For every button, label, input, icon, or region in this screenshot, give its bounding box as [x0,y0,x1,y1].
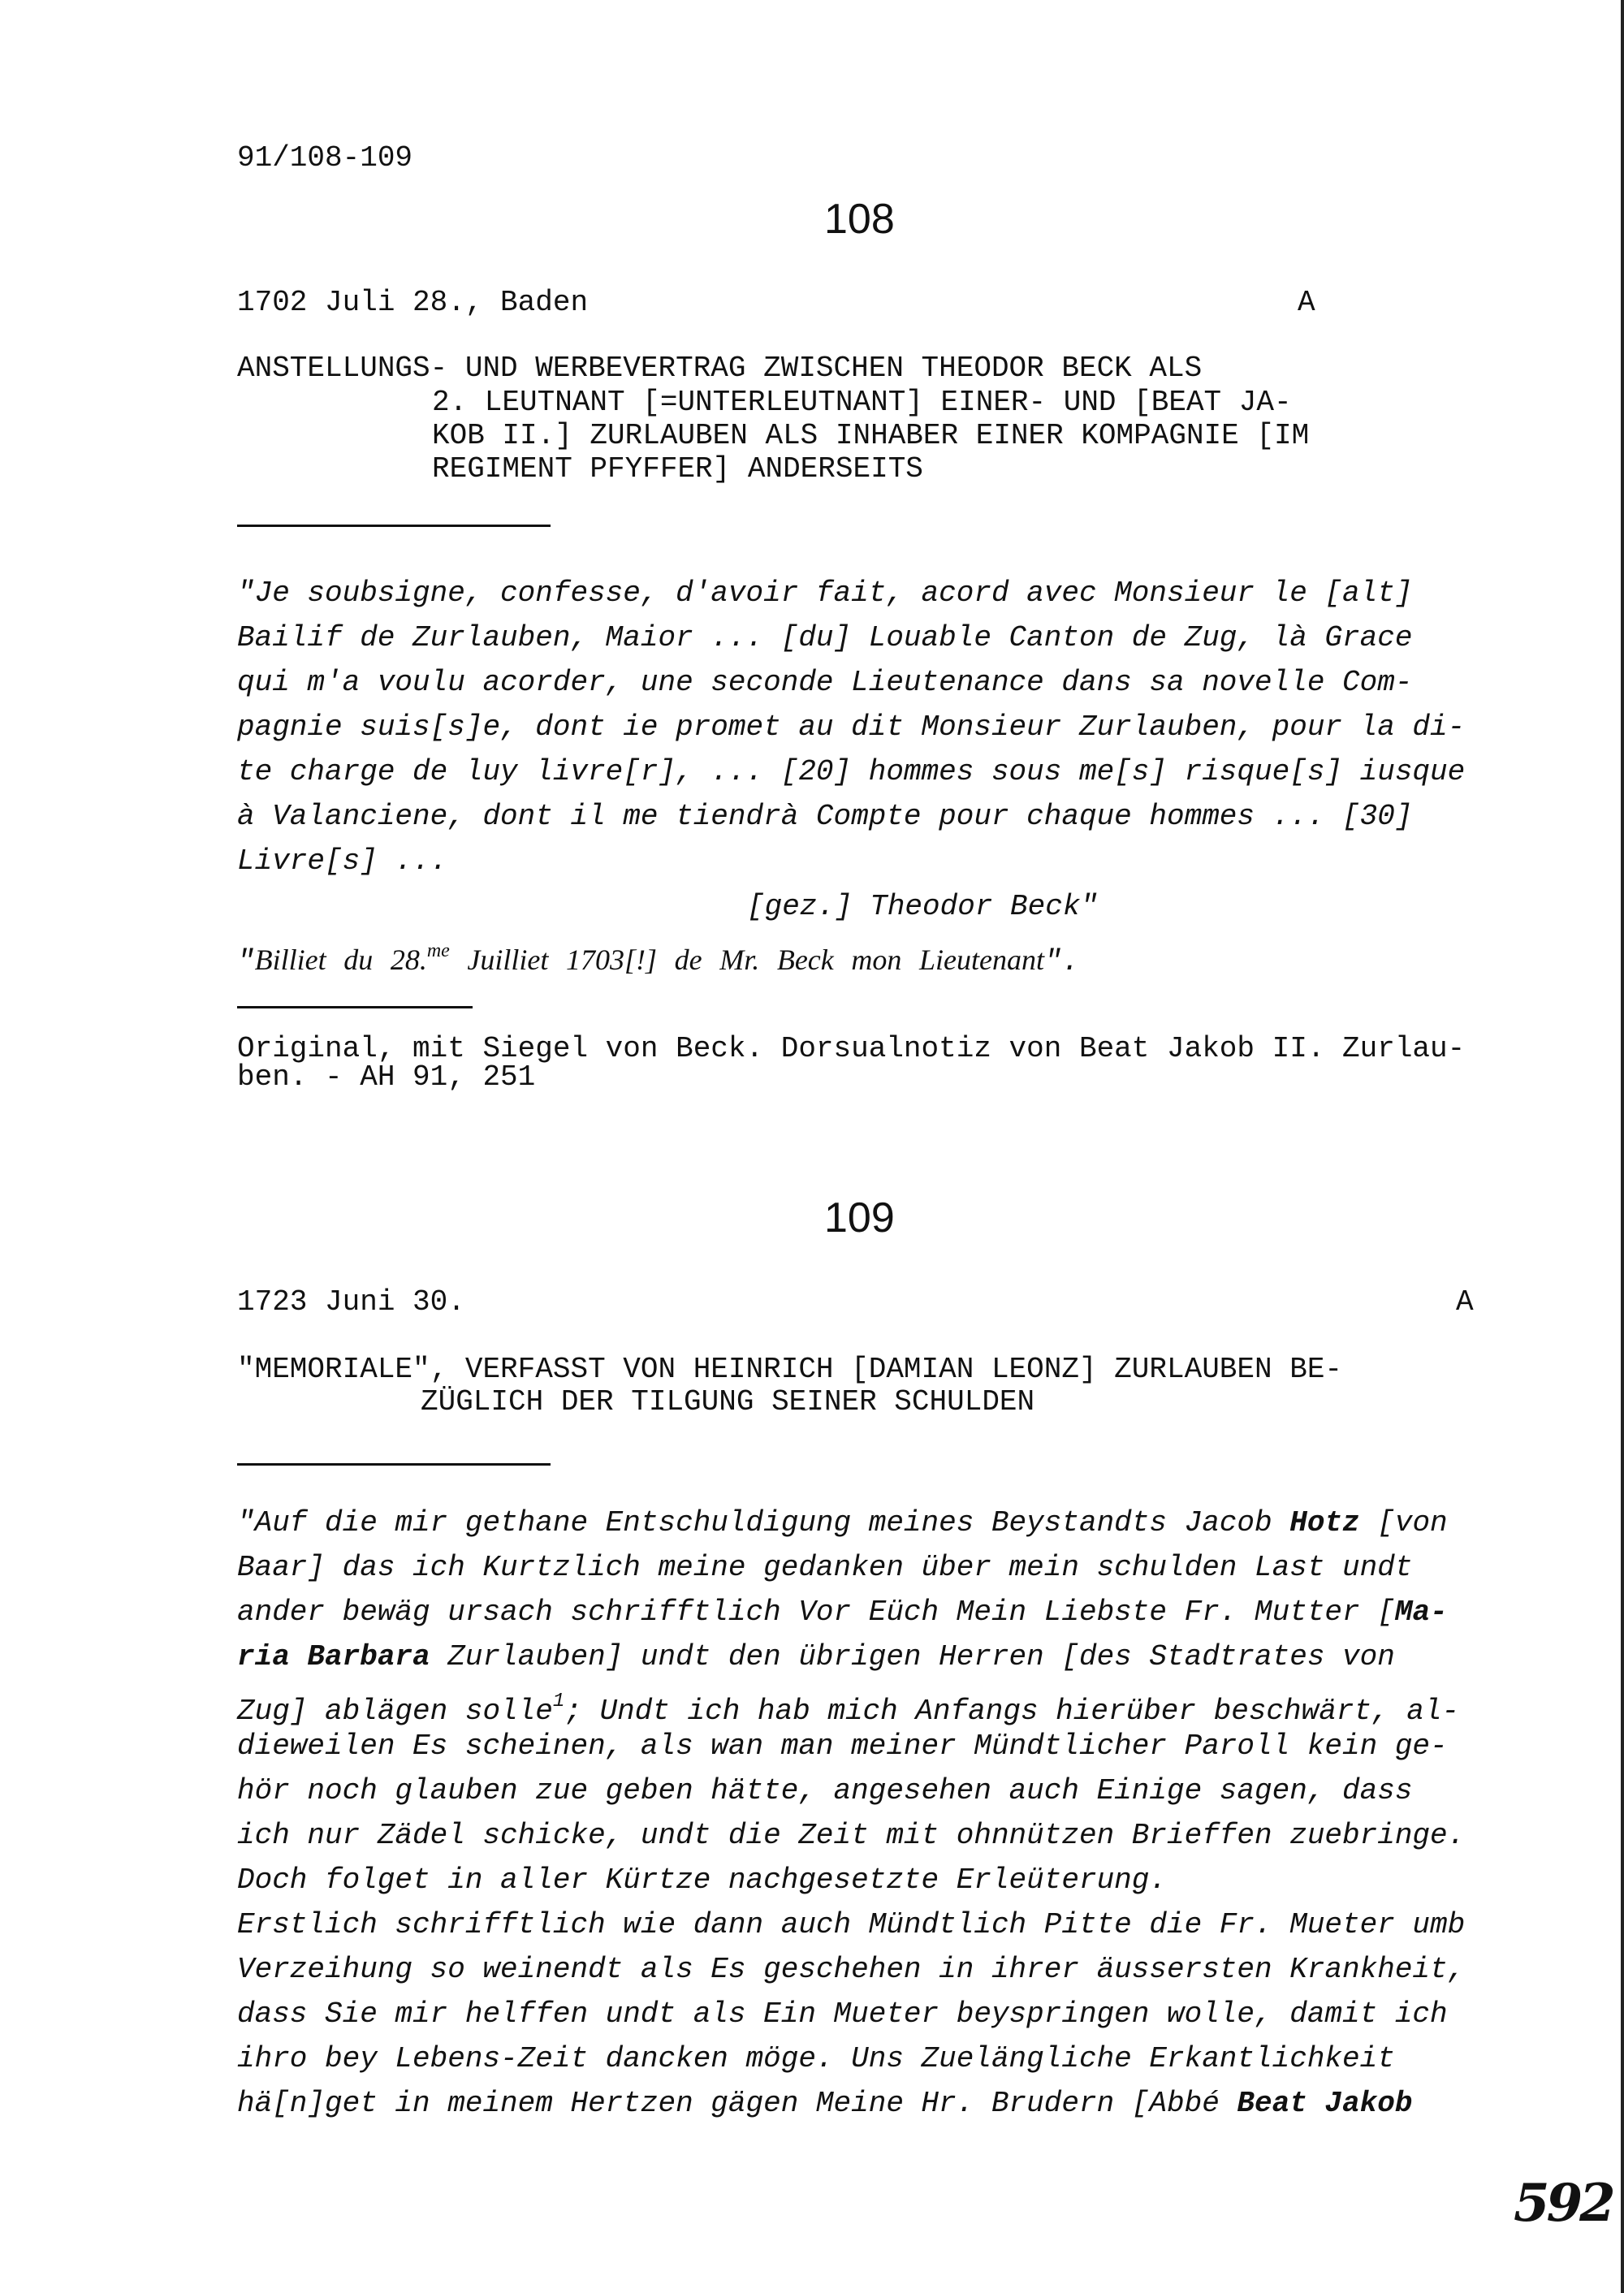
document-title-line: 2. LEUTNANT [=UNTERLEUTNANT] EINER- UND [BEAT JA- [432,386,1292,419]
dorsal-word: 1703[!] [565,944,657,976]
quote-line: Baar] das ich Kurtzlich meine gedanken über mein schulden Last undt [237,1551,1413,1584]
quote-text: ; Undt ich hab mich Anfangs hierüber beschwärt, al- [564,1695,1460,1728]
section-rule [237,1463,551,1466]
quote-line: "Je soubsigne, confesse, d'avoir fait, acord avec Monsieur le [alt] [237,576,1413,610]
section-rule [237,525,551,527]
dorsal-word: Billiet [254,944,326,976]
document-title-line: ANSTELLUNGS- UND WERBEVERTRAG ZWISCHEN THEODOR BECK ALS [237,352,1203,385]
document-date-place: 1723 Juni 30. [237,1285,465,1319]
quote-text: [von [1359,1506,1448,1539]
document-title-line: REGIMENT PFYFFER] ANDERSEITS [432,452,923,486]
quote-line: hör noch glauben zue geben hätte, angesehen auch Einige sagen, dass [237,1774,1413,1807]
document-title-line: KOB II.] ZURLAUBEN ALS INHABER EINER KOMPAGNIE [IM [432,419,1310,452]
document-title-line: "MEMORIALE", VERFASST VON HEINRICH [DAMIAN LEONZ] ZURLAUBEN BE- [237,1353,1343,1386]
close-quote: ". [1043,945,1080,978]
document-grade: A [1456,1285,1474,1319]
dorsal-word: mon [851,944,902,976]
quote-line: Doch folget in aller Kürtze nachgesetzte Erleüterung. [237,1863,1167,1897]
quote-line [237,2081,1412,2126]
bold-name: Hotz [1289,1506,1360,1539]
bold-name: Beat Jakob [1237,2087,1413,2120]
dorsal-note [237,929,1079,984]
quote-line: dass Sie mir helffen undt als Ein Mueter beyspringen wolle, damit ich [237,1997,1448,2031]
source-note-line: Original, mit Siegel von Beck. Dorsualnotiz von Beat Jakob II. Zurlau- [237,1032,1466,1065]
source-note-line: ben. - AH 91, 251 [237,1060,536,1094]
quote-text: ander bewäg ursach schrifftlich Vor Eüch Mein Liebste Fr. Mutter [ [237,1596,1395,1629]
dorsal-word: Lieutenant [918,944,1044,976]
quote-line: Livre[s] ... [237,844,448,878]
quote-line: Erstlich schrifftlich wie dann auch Mündtlich Pitte die Fr. Mueter umb [237,1908,1466,1941]
dorsal-word: Juilliet [467,944,549,976]
quote-line [237,1634,1395,1679]
quote-line [237,1590,1448,1634]
quote-line: ich nur Zädel schicke, undt die Zeit mit ohnnützen Brieffen zuebringe. [237,1819,1466,1852]
dorsal-word: Mr. [719,944,760,976]
quote-line: Verzeihung so weinendt als Es geschehen in ihrer äussersten Krankheit, [237,1953,1466,1986]
document-grade: A [1298,286,1315,319]
document-number-108: 108 [824,196,895,243]
quote-line: Bailif de Zurlauben, Maior ... [du] Louable Canton de Zug, là Grace [237,621,1413,654]
dorsal-word: 28. [390,944,427,976]
open-quote: " [237,945,255,978]
section-rule [237,1006,473,1008]
bold-name: ria Barbara [237,1640,430,1673]
quote-text: Zug] ablägen solle [237,1695,553,1728]
page-edge [1621,0,1624,2293]
document-title-line: ZÜGLICH DER TILGUNG SEINER SCHULDEN [421,1385,1035,1419]
dorsal-word: Beck [776,944,834,976]
quote-line: dieweilen Es scheinen, als wan man meiner Mündtlicher Paroll kein ge- [237,1729,1448,1763]
document-number-109: 109 [824,1194,895,1242]
quote-line: qui m'a voulu acorder, une seconde Lieutenance dans sa novelle Com- [237,666,1413,699]
dorsal-word: du [343,944,374,976]
dorsal-word: de [674,944,702,976]
document-date-place: 1702 Juli 28., Baden [237,286,589,319]
footnote-marker: 1 [552,1691,565,1712]
quote-text: "Auf die mir gethane Entschuldigung meines Beystandts Jacob [237,1506,1290,1539]
quote-line [237,1501,1448,1545]
quote-line: à Valanciene, dont il me tiendrà Compte pour chaque hommes ... [30] [237,800,1413,833]
bold-name: Ma- [1394,1596,1448,1629]
signature-line: [gez.] Theodor Beck" [747,890,1099,923]
archive-reference: 91/108-109 [237,141,413,175]
quote-line: pagnie suis[s]e, dont ie promet au dit Monsieur Zurlauben, pour la di- [237,710,1466,744]
quote-line: ihro bey Lebens-Zeit dancken möge. Uns Zuelängliche Erkantlichkeit [237,2042,1395,2075]
quote-text: Zurlauben] undt den übrigen Herren [des Stadtrates von [430,1640,1395,1673]
quote-line: te charge de luy livre[r], ... [20] hommes sous me[s] risque[s] iusque [237,755,1466,788]
quote-text: hä[n]get in meinem Hertzen gägen Meine Hr. Brudern [Abbé [237,2087,1237,2120]
handwritten-page-number: 592 [1514,2173,1613,2234]
superscript: me [426,940,450,961]
